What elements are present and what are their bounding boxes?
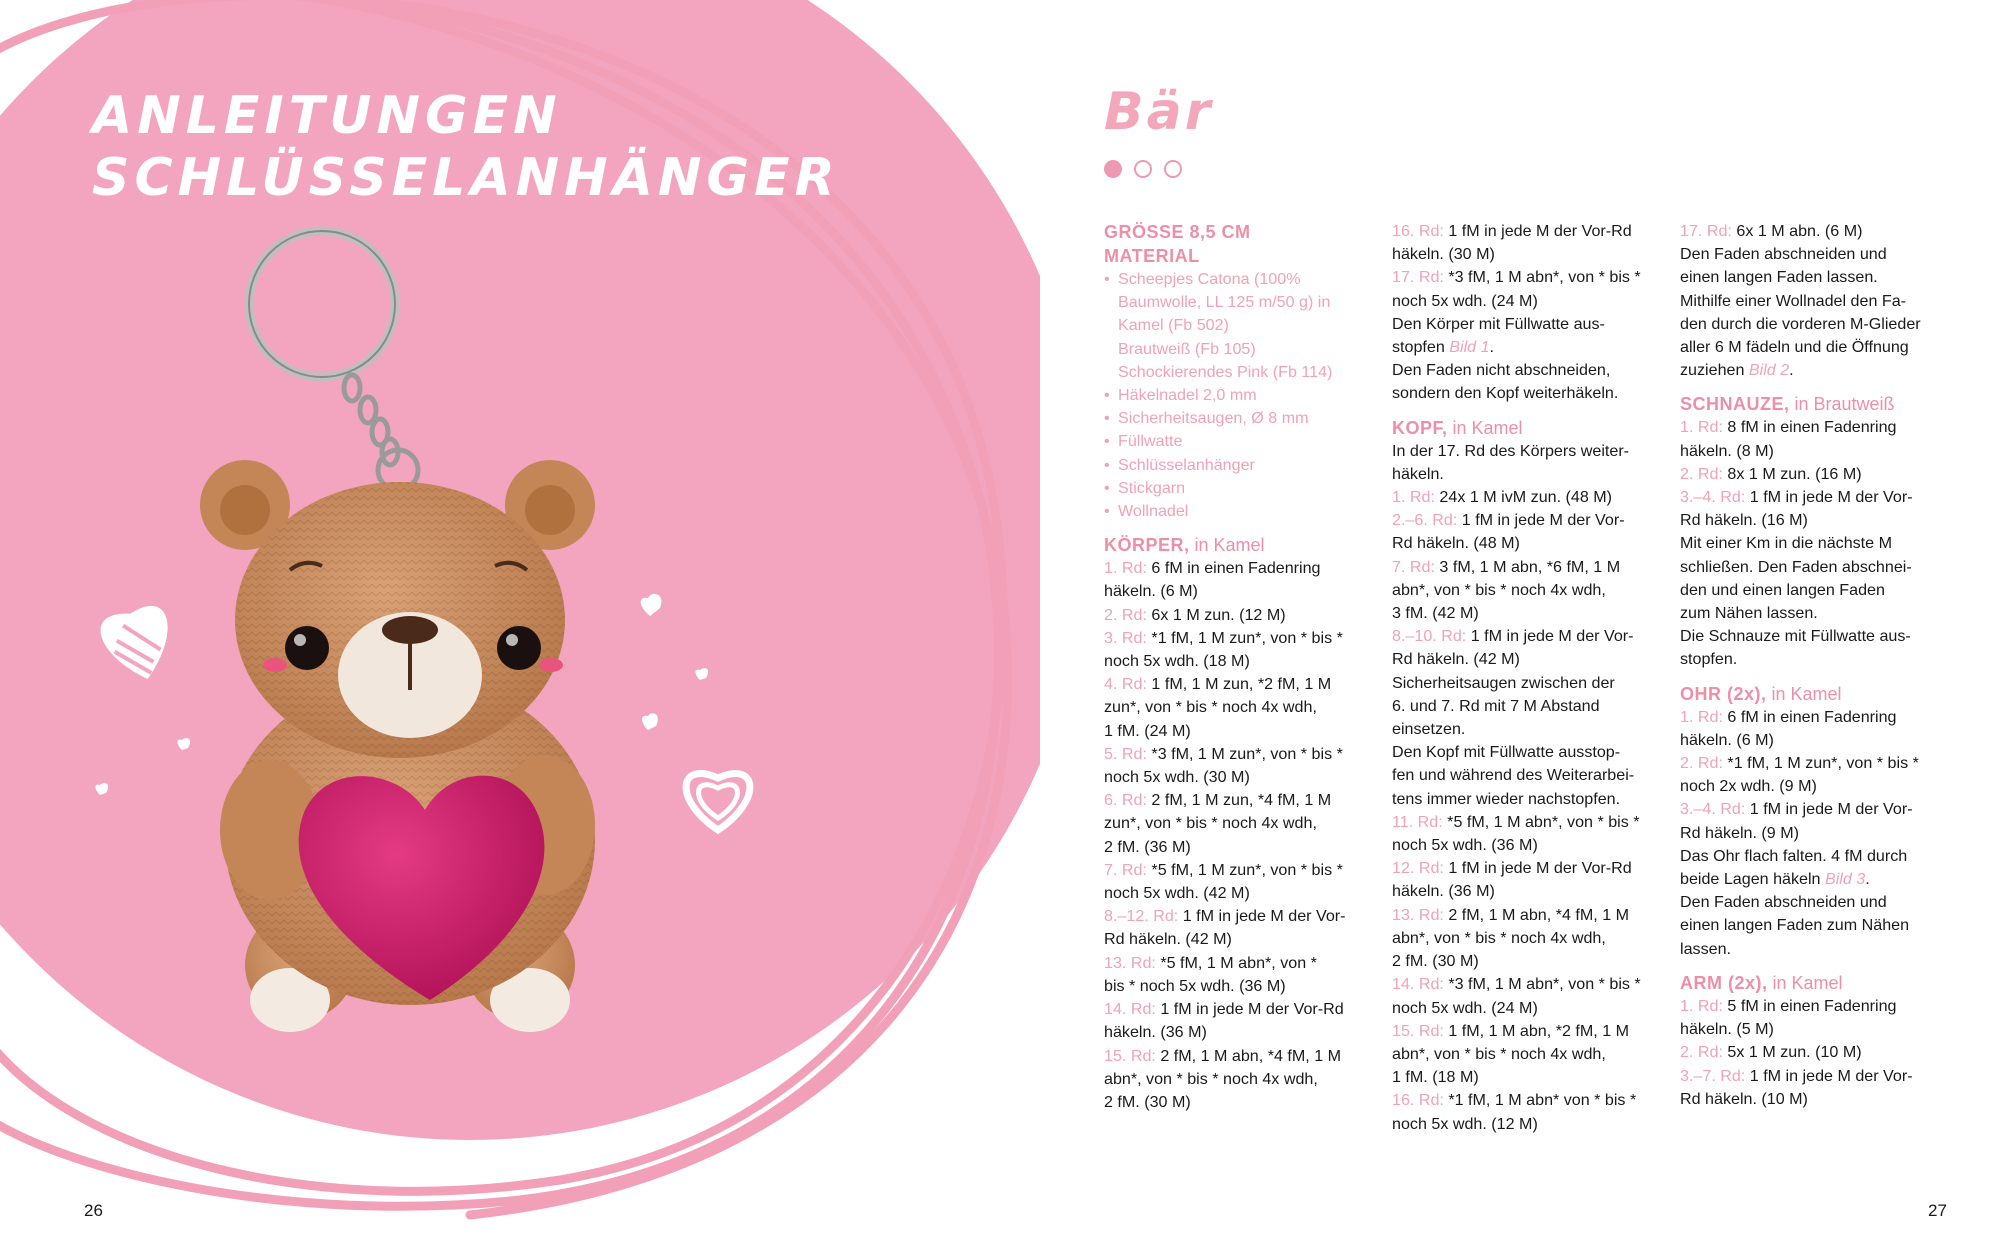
pattern-row-line [1680, 775, 1955, 798]
round-label: 15. Rd: [1392, 1021, 1444, 1040]
material-item-cont: Baumwolle, LL 125 m/50 g) in [1118, 293, 1331, 312]
title-line-1: ANLEITUNGEN [92, 86, 562, 146]
pattern-row-line [1104, 580, 1379, 603]
instruction-text: 2 fM, 1 M abn, *4 fM, 1 M [1443, 905, 1630, 924]
round-label: 3.–4. Rd: [1680, 488, 1746, 507]
round-label: 7. Rd: [1104, 860, 1147, 879]
pattern-row-line [1392, 509, 1667, 532]
round-label: 1. Rd: [1680, 418, 1723, 437]
instruction-text: häkeln. (36 M) [1392, 882, 1495, 901]
instruction-text: 8 fM in einen Fadenring [1722, 418, 1897, 437]
round-label: 14. Rd: [1392, 975, 1444, 994]
instruction-text: Rd häkeln. (48 M) [1392, 534, 1520, 553]
pattern-title: Bär [1104, 82, 1214, 142]
instruction-text: 2 fM. (36 M) [1104, 837, 1191, 856]
pattern-row-line [1392, 625, 1667, 648]
pattern-row-line [1392, 857, 1667, 880]
instruction-text: zun*, von * bis * noch 4x wdh, [1104, 698, 1317, 717]
round-label: 1. Rd: [1392, 488, 1435, 507]
material-item: • Schlüsselanhänger [1104, 454, 1379, 477]
difficulty-dot-empty [1164, 160, 1182, 178]
pattern-row-line [1392, 1089, 1667, 1112]
pattern-row-line [1392, 834, 1667, 857]
instruction-text: 1 fM in jede M der Vor- [1457, 511, 1625, 530]
pattern-row-line [1680, 1041, 1955, 1064]
instruction-text: 1 fM in jede M der Vor- [1745, 488, 1913, 507]
pattern-row-line [1680, 463, 1955, 486]
instruction-column-1 [1104, 220, 1379, 1114]
pattern-row-line [1104, 836, 1379, 859]
material-item: • Sicherheitsaugen, Ø 8 mm [1104, 407, 1379, 430]
section-color: in Kamel [1447, 417, 1523, 438]
instruction-text: 1 fM, 1 M abn, *2 fM, 1 M [1443, 1021, 1630, 1040]
pattern-row-line [1680, 706, 1955, 729]
round-label: 1. Rd: [1680, 707, 1723, 726]
round-label: 2. Rd: [1680, 464, 1723, 483]
round-label: 8.–10. Rd: [1392, 627, 1467, 646]
pattern-row-line [1680, 822, 1955, 845]
pattern-row-line [1392, 880, 1667, 903]
instruction-column-3 [1680, 220, 1955, 1111]
page-number-left: 26 [84, 1201, 103, 1220]
instruction-text: 3 fM. (42 M) [1392, 604, 1479, 623]
instruction-text: häkeln. (30 M) [1392, 245, 1495, 264]
instruction-text: *1 fM, 1 M zun*, von * bis * [1146, 628, 1343, 647]
ear-rows [1680, 706, 1955, 845]
pattern-row-line [1104, 766, 1379, 789]
pattern-row-line [1392, 997, 1667, 1020]
pattern-row-line [1104, 1091, 1379, 1114]
instruction-text: Die Schnauze mit Füllwatte aus- [1680, 627, 1911, 646]
round-label: 15. Rd: [1104, 1046, 1156, 1065]
pattern-row-line [1392, 1020, 1667, 1043]
instruction-text: noch 5x wdh. (24 M) [1392, 291, 1538, 310]
instruction-text: Den Faden abschneiden und [1680, 893, 1887, 912]
instruction-text: zuziehen [1680, 361, 1749, 380]
instruction-text: Rd häkeln. (9 M) [1680, 823, 1799, 842]
pattern-row-line [1104, 975, 1379, 998]
pattern-row-line [1392, 1113, 1667, 1136]
round-label: 16. Rd: [1392, 222, 1444, 240]
instruction-text: *1 fM, 1 M abn* von * bis * [1443, 1091, 1637, 1110]
instruction-text: noch 5x wdh. (18 M) [1104, 652, 1250, 671]
instruction-text: zum Nähen lassen. [1680, 604, 1818, 623]
instruction-text: schließen. Den Faden abschnei- [1680, 557, 1912, 576]
instruction-text: 8x 1 M zun. (16 M) [1722, 464, 1862, 483]
pattern-row-line [1104, 882, 1379, 905]
instruction-text: abn*, von * bis * noch 4x wdh, [1392, 580, 1606, 599]
round-label: 17. Rd: [1680, 222, 1732, 240]
pattern-row-line [1392, 220, 1667, 243]
instruction-text: noch 2x wdh. (9 M) [1680, 777, 1817, 796]
instruction-text: 1 fM in jede M der Vor- [1745, 800, 1913, 819]
pattern-row-line [1680, 995, 1955, 1018]
material-item-cont: Kamel (Fb 502) [1118, 316, 1229, 335]
pattern-row-line [1104, 789, 1379, 812]
image-reference: Bild 1 [1449, 338, 1490, 357]
round-label: 3. Rd: [1104, 628, 1147, 647]
instruction-text: 1 fM in jede M der Vor-Rd [1443, 859, 1632, 878]
round-label: 2. Rd: [1104, 605, 1147, 624]
instruction-text: 5 fM in einen Fadenring [1722, 996, 1897, 1015]
pattern-row-line [1392, 579, 1667, 602]
head-rows [1392, 811, 1667, 1136]
section-color: in Kamel [1189, 535, 1265, 556]
pattern-row-line [1392, 950, 1667, 973]
pattern-row-line [1392, 927, 1667, 950]
instruction-text: 3 fM, 1 M abn, *6 fM, 1 M [1434, 557, 1621, 576]
crochet-bear [200, 460, 595, 1032]
page-number-right: 27 [1928, 1201, 1947, 1220]
pattern-row-line [1392, 811, 1667, 834]
instruction-text: noch 5x wdh. (24 M) [1392, 998, 1538, 1017]
head-rows [1392, 486, 1667, 672]
round-label: 1. Rd: [1104, 559, 1147, 578]
instruction-text: *3 fM, 1 M abn*, von * bis * [1443, 975, 1641, 994]
material-item: • Häkelnadel 2,0 mm [1104, 384, 1379, 407]
round-label: 4. Rd: [1104, 675, 1147, 694]
material-heading: MATERIAL [1104, 246, 1200, 266]
instruction-text: 6 fM in einen Fadenring [1722, 707, 1897, 726]
instruction-text: . [1489, 338, 1495, 357]
pattern-row-line [1104, 673, 1379, 696]
pattern-row-line [1392, 602, 1667, 625]
instruction-text: einen langen Faden zum Nähen [1680, 916, 1910, 935]
round-label: 5. Rd: [1104, 744, 1147, 763]
body-rows [1104, 557, 1379, 1114]
round-label: 1. Rd: [1680, 996, 1723, 1015]
material-list [1104, 268, 1379, 523]
pattern-row-line [1104, 743, 1379, 766]
pattern-row-line [1104, 928, 1379, 951]
material-item: • Scheepjes Catona (100% [1104, 268, 1379, 291]
round-label: 2.–6. Rd: [1392, 511, 1458, 530]
section-color: in Brautweiß [1789, 394, 1895, 415]
instruction-text: 24x 1 M ivM zun. (48 M) [1434, 488, 1613, 507]
pattern-row-line [1104, 650, 1379, 673]
instruction-text: 6x 1 M zun. (12 M) [1146, 605, 1286, 624]
pattern-row-line [1680, 416, 1955, 439]
instruction-text: . [1865, 870, 1870, 889]
instruction-text: Mithilfe einer Wollnadel den Fa- [1680, 291, 1907, 310]
material-item-cont: Schockierendes Pink (Fb 114) [1118, 362, 1333, 381]
round-label: 17. Rd: [1392, 268, 1444, 287]
pattern-row-line [1104, 998, 1379, 1021]
pattern-row-line [1392, 973, 1667, 996]
instruction-text: 2 fM. (30 M) [1104, 1092, 1191, 1111]
instruction-text: 6x 1 M abn. (6 M) [1731, 222, 1863, 240]
instruction-text: 1 fM in jede M der Vor- [1178, 907, 1346, 926]
image-reference: Bild 2 [1748, 361, 1790, 380]
pattern-row-line [1680, 798, 1955, 821]
round-label: 6. Rd: [1104, 791, 1147, 810]
instruction-text: 6 fM in einen Fadenring [1146, 559, 1321, 578]
pattern-row-line [1392, 486, 1667, 509]
instruction-text: Sicherheitsaugen zwischen der [1392, 673, 1615, 692]
instruction-text: Den Körper mit Füllwatte aus- [1392, 314, 1605, 333]
round-label: 14. Rd: [1104, 1000, 1156, 1019]
instruction-text: stopfen. [1680, 650, 1738, 669]
instruction-text: In der 17. Rd des Körpers weiter- [1392, 441, 1630, 460]
difficulty-indicator [1104, 160, 1182, 178]
pattern-row-line [1680, 1088, 1955, 1111]
instruction-text: 2 fM, 1 M zun, *4 fM, 1 M [1146, 791, 1332, 810]
instruction-text: einen langen Faden lassen. [1680, 268, 1878, 287]
pattern-row-line [1680, 729, 1955, 752]
pattern-row-line [1392, 532, 1667, 555]
round-label: 3.–4. Rd: [1680, 800, 1746, 819]
instruction-text: häkeln. [1392, 464, 1444, 483]
round-label: 13. Rd: [1392, 905, 1444, 924]
pattern-row-line [1392, 266, 1667, 289]
instruction-text: Rd häkeln. (10 M) [1680, 1089, 1808, 1108]
section-heading-body: KÖRPER, [1104, 535, 1190, 556]
round-label: 7. Rd: [1392, 557, 1435, 576]
instruction-text: *3 fM, 1 M abn*, von * bis * [1443, 268, 1641, 287]
pattern-row-line [1680, 486, 1955, 509]
pattern-row-line [1392, 1043, 1667, 1066]
instruction-text: lassen. [1680, 939, 1731, 958]
instruction-text: einsetzen. [1392, 720, 1466, 739]
pattern-row-line [1104, 1045, 1379, 1068]
instruction-text: 5x 1 M zun. (10 M) [1722, 1043, 1862, 1062]
round-label: 2. Rd: [1680, 754, 1723, 773]
instruction-text: Rd häkeln. (16 M) [1680, 511, 1808, 530]
instruction-text: 1 fM in jede M der Vor- [1745, 1066, 1913, 1085]
section-heading-arm: ARM (2x), [1680, 972, 1768, 993]
section-heading-head: KOPF, [1392, 417, 1448, 438]
pattern-row-line [1680, 440, 1955, 463]
instruction-text: fen und während des Weiterarbei- [1392, 766, 1635, 785]
instruction-text: *1 fM, 1 M zun*, von * bis * [1722, 754, 1919, 773]
material-item: • Füllwatte [1104, 430, 1379, 453]
pattern-row-line [1104, 720, 1379, 743]
instruction-text: *3 fM, 1 M zun*, von * bis * [1146, 744, 1343, 763]
pattern-row-line [1392, 648, 1667, 671]
instruction-text: häkeln. (6 M) [1104, 582, 1198, 601]
difficulty-dot-filled [1104, 160, 1122, 178]
section-color: in Kamel [1767, 972, 1843, 993]
snout-rows [1680, 416, 1955, 532]
instruction-column-2 [1392, 220, 1667, 1136]
instruction-text: häkeln. (36 M) [1104, 1023, 1207, 1042]
instruction-text: abn*, von * bis * noch 4x wdh, [1392, 1044, 1606, 1063]
instruction-text: 2 fM. (30 M) [1392, 952, 1479, 971]
instruction-text: zun*, von * bis * noch 4x wdh, [1104, 814, 1317, 833]
pattern-row-line [1104, 905, 1379, 928]
instruction-text: 1 fM. (18 M) [1392, 1068, 1479, 1087]
instruction-text: 1 fM, 1 M zun, *2 fM, 1 M [1146, 675, 1332, 694]
instruction-text: Rd häkeln. (42 M) [1392, 650, 1520, 669]
instruction-text: aller 6 M fädeln und die Öffnung [1680, 338, 1909, 357]
instruction-text: abn*, von * bis * noch 4x wdh, [1392, 928, 1606, 947]
instruction-text: 1 fM in jede M der Vor-Rd [1443, 222, 1632, 240]
instruction-text: Mit einer Km in die nächste M [1680, 534, 1892, 553]
instruction-text: abn*, von * bis * noch 4x wdh, [1104, 1069, 1318, 1088]
pattern-row-line [1104, 696, 1379, 719]
image-reference: Bild 3 [1824, 870, 1866, 889]
round-label: 2. Rd: [1680, 1043, 1723, 1062]
instruction-text: sondern den Kopf weiterhäkeln. [1392, 384, 1619, 403]
pattern-row-line [1392, 290, 1667, 313]
instruction-text: stopfen [1392, 338, 1450, 357]
instruction-text: Den Kopf mit Füllwatte ausstop- [1392, 743, 1621, 762]
instruction-text: noch 5x wdh. (42 M) [1104, 884, 1250, 903]
round-label: 16. Rd: [1392, 1091, 1444, 1110]
instruction-text: Rd häkeln. (42 M) [1104, 930, 1232, 949]
pattern-row-line [1680, 1065, 1955, 1088]
instruction-text: den durch die vorderen M-Glieder [1680, 314, 1921, 333]
size-heading: GRÖSSE 8,5 CM [1104, 222, 1251, 242]
instruction-text: den und einen langen Faden [1680, 580, 1885, 599]
instruction-text: *5 fM, 1 M zun*, von * bis * [1146, 860, 1343, 879]
pattern-row-line [1104, 627, 1379, 650]
material-item: • Wollnadel [1104, 500, 1379, 523]
section-heading-snout: SCHNAUZE, [1680, 394, 1790, 415]
pattern-row-line [1392, 556, 1667, 579]
round-label: 13. Rd: [1104, 953, 1156, 972]
pattern-row-line [1680, 1018, 1955, 1041]
instruction-text: bis * noch 5x wdh. (36 M) [1104, 976, 1286, 995]
instruction-text: Den Faden nicht abschneiden, [1392, 361, 1611, 380]
instruction-text: 2 fM, 1 M abn, *4 fM, 1 M [1155, 1046, 1342, 1065]
pattern-row-line [1104, 859, 1379, 882]
instruction-text: . [1789, 361, 1794, 380]
instruction-text: noch 5x wdh. (12 M) [1392, 1114, 1538, 1133]
section-heading-ear: OHR (2x), [1680, 683, 1767, 704]
instruction-text: 1 fM in jede M der Vor-Rd [1155, 1000, 1344, 1019]
instruction-text: beide Lagen häkeln [1680, 870, 1825, 889]
pattern-row-line [1680, 752, 1955, 775]
pattern-row-line [1392, 243, 1667, 266]
section-color: in Kamel [1766, 683, 1842, 704]
round-label: 3.–7. Rd: [1680, 1066, 1746, 1085]
pattern-row-line [1104, 952, 1379, 975]
instruction-text: 6. und 7. Rd mit 7 M Abstand [1392, 696, 1600, 715]
instruction-text: 1 fM in jede M der Vor- [1466, 627, 1634, 646]
title-line-2: SCHLÜSSELANHÄNGER [92, 148, 840, 208]
instruction-text: Den Faden abschneiden und [1680, 245, 1887, 264]
instruction-text: tens immer wieder nachstopfen. [1392, 789, 1621, 808]
body-rows-continued [1392, 220, 1667, 313]
pattern-row-line [1104, 812, 1379, 835]
pattern-row-line [1104, 557, 1379, 580]
instruction-text: *5 fM, 1 M abn*, von * bis * [1442, 812, 1640, 831]
instruction-text: noch 5x wdh. (36 M) [1392, 836, 1538, 855]
instruction-text: häkeln. (8 M) [1680, 441, 1774, 460]
pattern-row-line [1104, 1068, 1379, 1091]
pattern-row-line [1104, 604, 1379, 627]
instruction-text: noch 5x wdh. (30 M) [1104, 768, 1250, 787]
round-label: 12. Rd: [1392, 859, 1444, 878]
instruction-text: 1 fM. (24 M) [1104, 721, 1191, 740]
pattern-row-line [1680, 509, 1955, 532]
round-label: 11. Rd: [1392, 812, 1443, 831]
material-item-cont: Brautweiß (Fb 105) [1118, 339, 1256, 358]
pattern-row-line [1392, 904, 1667, 927]
difficulty-dot-empty [1134, 160, 1152, 178]
pattern-row-line [1392, 1066, 1667, 1089]
pattern-row-line [1104, 1021, 1379, 1044]
instruction-text: *5 fM, 1 M abn*, von * [1155, 953, 1317, 972]
material-item: • Stickgarn [1104, 477, 1379, 500]
round-label: 8.–12. Rd: [1104, 907, 1179, 926]
instruction-text: häkeln. (6 M) [1680, 730, 1774, 749]
arm-rows [1680, 995, 1955, 1111]
instruction-text: häkeln. (5 M) [1680, 1020, 1774, 1039]
instruction-text: Das Ohr flach falten. 4 fM durch [1680, 846, 1908, 865]
